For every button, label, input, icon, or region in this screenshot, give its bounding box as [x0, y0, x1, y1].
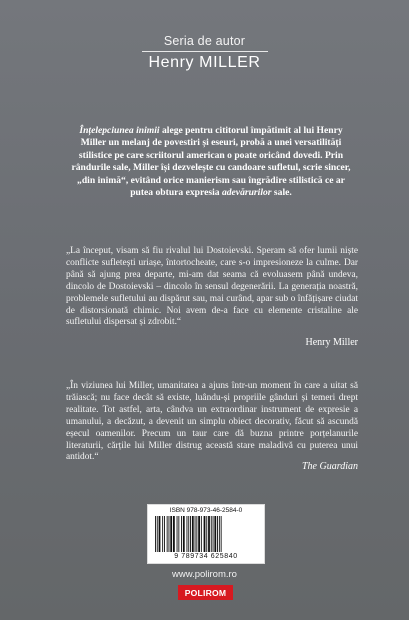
quote-miller: „La început, visam să fiu rivalul lui Dostoievski. Speram să ofer lumii niște conflicte sufletești uriașe, întortocheate, care s-o impresioneze la culme. Dar până să ajung prea departe, mi-am dat seama că evoluasem până undeva, dincolo de Dostoievski – dincolo în sensul degenerării. La generația noastră, problemele sufletului au dispărut sau, mai curând, apar sub o înfățișare ciudat de distorsionată chimic. Noi avem de-a face cu elemente cristaline ale sufletului dispersat și zdrobit.“ — [66, 246, 358, 328]
intro-text: alege pentru cititorul împătimit al lui Henry Miller un melanj de povestiri și eseuri, probă a unei versatilități stilistice pe care scriitorul american o poate oricând dovedi. Prin rândurile sale, Miller își dezvelește cu candoare sufletul, scrie sincer, „din inimă“, evitând orice manierism sau îngrădire stilistică ce ar putea obtura expresia — [71, 125, 351, 199]
barcode-bar — [188, 516, 189, 552]
isbn-label: ISBN 978-973-46-2584-0 — [169, 507, 243, 514]
barcode-bar — [157, 516, 158, 552]
barcode-bar — [201, 516, 202, 552]
barcode-bar — [221, 516, 222, 552]
intro-blurb — [66, 125, 356, 199]
series-label: Seria de autor — [163, 34, 246, 48]
publisher-website: www.polirom.ro — [172, 569, 237, 580]
barcode-bar — [214, 516, 216, 552]
barcode — [147, 504, 265, 564]
barcode-number: 9 789734 625840 — [174, 553, 238, 560]
barcode-bar — [196, 516, 197, 552]
series-header — [0, 34, 409, 72]
barcode-bar — [217, 516, 218, 552]
barcode-bar — [206, 516, 207, 552]
barcode-bar — [208, 516, 210, 552]
barcode-bar — [170, 516, 172, 552]
quote-guardian: „În viziunea lui Miller, umanitatea a ajuns într-un moment în care a uitat să trăiască; nu face decât să existe, luându-și propriile gânduri și temeri drept realitate. Tot astfel, arta, cândva un extraordinar instrument de expresie a umanului, a decăzut, a devenit un simplu obiect decorativ, făcut să ascundă eșecul oamenilor. Precum un taur care dă buzna printre porțelanurile literaturii, cărțile lui Miller distrug această stare maladivă cu puterea unui antidot.“ — [66, 381, 358, 463]
series-divider — [142, 51, 268, 52]
barcode-bar — [198, 516, 200, 552]
barcode-bar — [192, 516, 194, 552]
book-title: Înțelepciunea inimii — [79, 125, 160, 136]
barcode-bars — [153, 516, 259, 552]
barcode-bar — [162, 516, 163, 552]
barcode-bar — [181, 516, 182, 552]
barcode-bar — [195, 516, 196, 552]
barcode-bar — [167, 516, 168, 552]
barcode-bar — [159, 516, 161, 552]
barcode-bar — [213, 516, 214, 552]
barcode-bar — [173, 516, 175, 552]
barcode-bar — [169, 516, 170, 552]
barcode-bar — [164, 516, 165, 552]
barcode-bar — [190, 516, 191, 552]
quote-guardian-source: The Guardian — [301, 461, 358, 472]
publisher-logo: POLIROM — [178, 585, 233, 600]
barcode-bar — [155, 516, 156, 552]
quote-miller-author: Henry Miller — [305, 337, 358, 348]
intro-italic-word: adevărurilor — [221, 187, 272, 199]
barcode-bar — [187, 516, 188, 552]
barcode-bar — [219, 516, 220, 552]
barcode-bar — [177, 516, 178, 552]
barcode-bar — [178, 516, 179, 552]
intro-text-end: sale. — [271, 187, 292, 199]
barcode-bar — [183, 516, 185, 552]
barcode-bar — [204, 516, 206, 552]
barcode-bar — [211, 516, 212, 552]
series-author: Henry MILLER — [148, 54, 261, 71]
